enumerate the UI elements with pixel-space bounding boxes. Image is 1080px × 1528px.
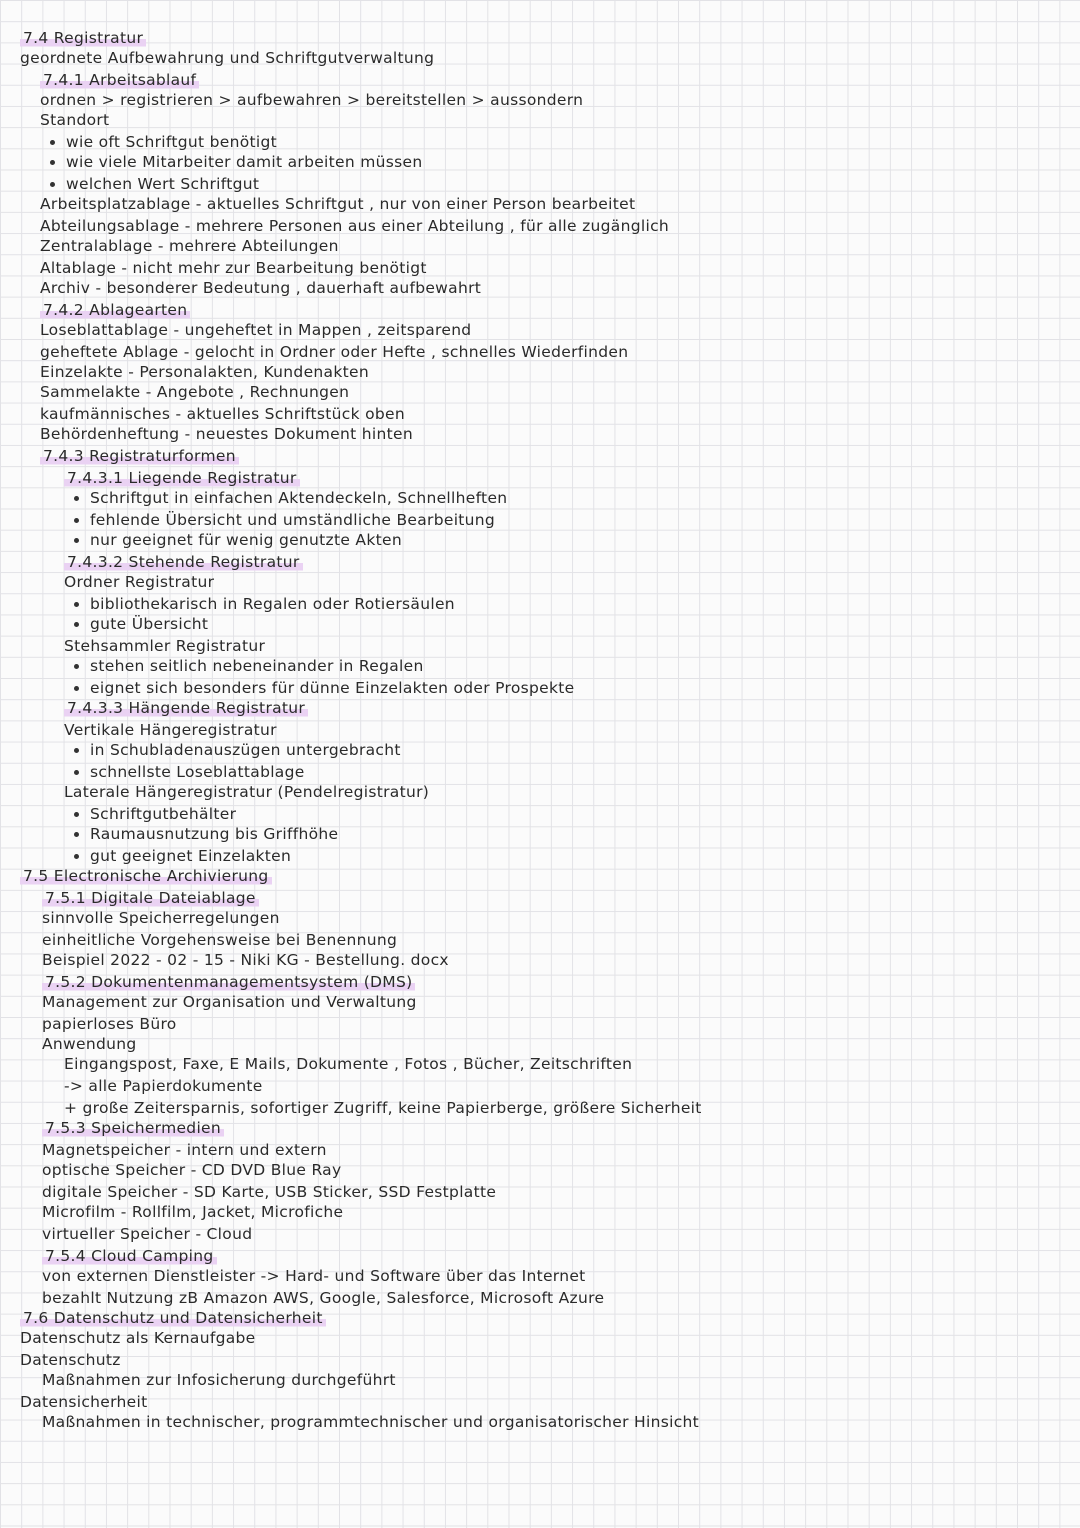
bullet-icon [74,854,79,859]
note-line: virtueller Speicher - Cloud [42,1225,253,1243]
note-line: geordnete Aufbewahrung und Schriftgutverwaltung [20,49,435,67]
section-heading: 7.5.1 Digitale Dateiablage [42,888,259,908]
note-line: Abteilungsablage - mehrere Personen aus einer Abteilung , für alle zugänglich [40,217,670,235]
note-line: Arbeitsplatzablage - aktuelles Schriftgut , nur von einer Person bearbeitet [40,195,636,213]
note-line: sinnvolle Speicherregelungen [42,909,280,927]
note-line: Stehsammler Registratur [64,637,266,655]
note-line: optische Speicher - CD DVD Blue Ray [42,1161,342,1179]
bullet-icon [50,140,55,145]
bullet-icon [74,664,79,669]
section-heading: 7.6 Datenschutz und Datensicherheit [20,1308,326,1328]
note-line: Laterale Hängeregistratur (Pendelregistratur) [64,783,430,801]
note-line: Ordner Registratur [64,573,215,591]
note-line: geheftete Ablage - gelocht in Ordner oder Hefte , schnelles Wiederfinden [40,343,629,361]
section-heading: 7.4.1 Arbeitsablauf [40,70,199,90]
note-line: Standort [40,111,110,129]
note-line: Raumausnutzung bis Griffhöhe [90,825,339,843]
note-line: bezahlt Nutzung zB Amazon AWS, Google, Salesforce, Microsoft Azure [42,1289,605,1307]
note-line: wie oft Schriftgut benötigt [66,133,277,151]
section-heading: 7.4 Registratur [20,28,146,48]
bullet-icon [74,748,79,753]
section-heading: 7.4.3 Registraturformen [40,446,239,466]
note-line: in Schubladenauszügen untergebracht [90,741,401,759]
note-line: bibliothekarisch in Regalen oder Rotiersäulen [90,595,455,613]
note-line: welchen Wert Schriftgut [66,175,260,193]
note-line: ordnen > registrieren > aufbewahren > bereitstellen > aussondern [40,91,584,109]
note-line: einheitliche Vorgehensweise bei Benennung [42,931,398,949]
note-line: Anwendung [42,1035,137,1053]
note-line: fehlende Übersicht und umständliche Bearbeitung [90,511,496,529]
bullet-icon [74,770,79,775]
bullet-icon [74,496,79,501]
note-line: Loseblattablage - ungeheftet in Mappen , zeitsparend [40,321,472,339]
note-line: Altablage - nicht mehr zur Bearbeitung benötigt [40,259,427,277]
note-line: Zentralablage - mehrere Abteilungen [40,237,339,255]
bullet-icon [50,182,55,187]
note-line: kaufmännisches - aktuelles Schriftstück oben [40,405,405,423]
section-heading: 7.4.2 Ablagearten [40,300,190,320]
bullet-icon [74,686,79,691]
note-line: Maßnahmen in technischer, programmtechnischer und organisatorischer Hinsicht [42,1413,700,1431]
section-heading: 7.5 Electronische Archivierung [20,866,272,886]
note-line: + große Zeitersparnis, sofortiger Zugriff, keine Papierberge, größere Sicherheit [64,1099,702,1117]
note-line: papierloses Büro [42,1015,177,1033]
note-line: gut geeignet Einzelakten [90,847,292,865]
note-line: Vertikale Hängeregistratur [64,721,277,739]
note-line: Beispiel 2022 - 02 - 15 - Niki KG - Bestellung. docx [42,951,449,969]
note-line: Schriftgut in einfachen Aktendeckeln, Schnellheften [90,489,508,507]
section-heading: 7.4.3.1 Liegende Registratur [64,468,300,488]
note-line: Datensicherheit [20,1393,148,1411]
note-line: Datenschutz [20,1351,121,1369]
note-line: Behördenheftung - neuestes Dokument hinten [40,425,413,443]
section-heading: 7.5.2 Dokumentenmanagementsystem (DMS) [42,972,415,992]
note-line: nur geeignet für wenig genutzte Akten [90,531,402,549]
bullet-icon [74,602,79,607]
note-line: stehen seitlich nebeneinander in Regalen [90,657,424,675]
note-line: schnellste Loseblattablage [90,763,305,781]
section-heading: 7.5.4 Cloud Camping [42,1246,217,1266]
section-heading: 7.4.3.3 Hängende Registratur [64,698,308,718]
note-line: von externen Dienstleister -> Hard- und Software über das Internet [42,1267,586,1285]
bullet-icon [74,832,79,837]
note-line: Archiv - besonderer Bedeutung , dauerhaft aufbewahrt [40,279,482,297]
note-line: Eingangspost, Faxe, E Mails, Dokumente , Fotos , Bücher, Zeitschriften [64,1055,633,1073]
note-line: Einzelakte - Personalakten, Kundenakten [40,363,369,381]
note-line: Datenschutz als Kernaufgabe [20,1329,256,1347]
bullet-icon [74,538,79,543]
note-line: gute Übersicht [90,615,209,633]
note-line: Magnetspeicher - intern und extern [42,1141,327,1159]
bullet-icon [74,812,79,817]
note-line: Management zur Organisation und Verwaltung [42,993,417,1011]
section-heading: 7.4.3.2 Stehende Registratur [64,552,303,572]
note-line: wie viele Mitarbeiter damit arbeiten müssen [66,153,423,171]
bullet-icon [74,622,79,627]
section-heading: 7.5.3 Speichermedien [42,1118,224,1138]
note-line: Microfilm - Rollfilm, Jacket, Microfiche [42,1203,344,1221]
note-line: eignet sich besonders für dünne Einzelakten oder Prospekte [90,679,575,697]
bullet-icon [50,160,55,165]
note-line: digitale Speicher - SD Karte, USB Sticker, SSD Festplatte [42,1183,497,1201]
note-line: Maßnahmen zur Infosicherung durchgeführt [42,1371,396,1389]
note-line: Schriftgutbehälter [90,805,237,823]
note-line: -> alle Papierdokumente [64,1077,263,1095]
bullet-icon [74,518,79,523]
note-line: Sammelakte - Angebote , Rechnungen [40,383,350,401]
